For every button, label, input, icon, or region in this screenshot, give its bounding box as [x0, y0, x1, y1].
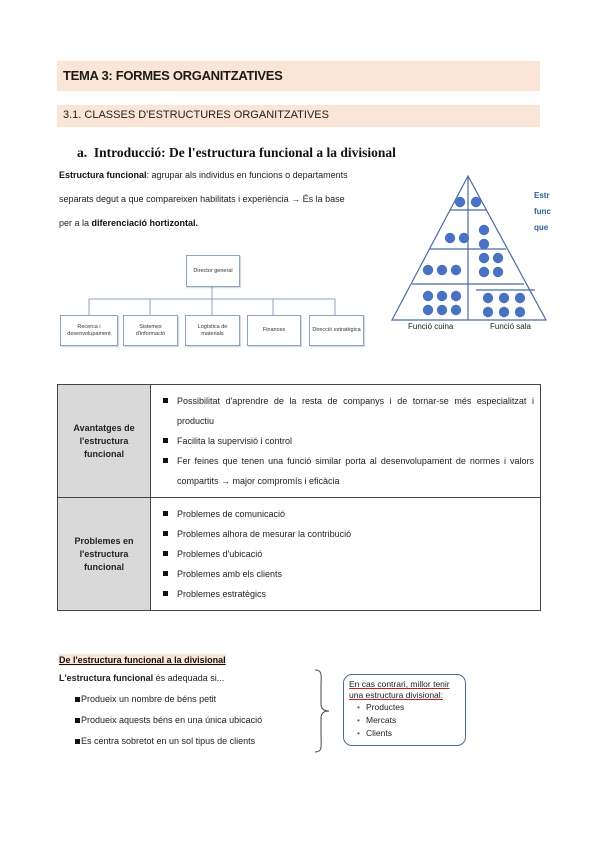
- callout-list: [349, 701, 460, 740]
- intro-line3-pre: per a la: [59, 218, 92, 228]
- pyramid-dot: [493, 267, 503, 277]
- side-text-line-3: que: [534, 223, 549, 232]
- list-item: Produeix aquests béns en una única ubicació: [59, 710, 329, 731]
- pyramid-side-text: [534, 188, 551, 236]
- right-brace-icon: [311, 668, 335, 754]
- list-item: Possibilitat d'aprendre de la resta de companys i de tornar-se més especialitzat i productiu: [161, 391, 534, 431]
- conditions-list: [59, 689, 329, 752]
- subsection-heading: De l'estructura funcional a la divisional: [59, 655, 226, 665]
- list-item: Fer feines que tenen una funció similar porta al desenvolupament de normes i valors compartits → major compromís i eficàcia: [161, 451, 534, 491]
- pyramid-dot: [515, 307, 525, 317]
- side-text-line-1: Estr: [534, 191, 550, 200]
- list-item: Facilita la supervisió i control: [161, 431, 534, 451]
- table-header-advantages: Avantatges de l'estructura funcional: [58, 385, 151, 498]
- intro-paragraph: [59, 163, 389, 235]
- pyramid-dot: [423, 265, 433, 275]
- org-box-dept-2: Sistemes d'informació: [123, 315, 178, 346]
- pyramid-dot: [455, 197, 465, 207]
- intro-line-3: [59, 211, 389, 235]
- list-item: Problemes de comunicació: [161, 504, 534, 524]
- pyramid-dot: [423, 291, 433, 301]
- org-box-dept-1: Recerca i desenvolupament: [60, 315, 118, 346]
- subsection-title: 3.1. CLASSES D'ESTRUCTURES ORGANITZATIVES: [63, 109, 329, 121]
- pyramid-dot: [445, 233, 455, 243]
- pyramid-dot: [515, 293, 525, 303]
- heading-text: Introducció: De l'estructura funcional a la divisional: [93, 145, 396, 160]
- pyramid-dot: [451, 305, 461, 315]
- subsection-title-banner: [57, 105, 540, 127]
- pyramid-dot: [459, 233, 469, 243]
- org-chart: [59, 253, 369, 348]
- intro-line1-rest: : agrupar als individus en funcions o departaments: [146, 170, 348, 180]
- section-title: TEMA 3: FORMES ORGANITZATIVES: [63, 68, 283, 83]
- table-cell-problems: [151, 498, 541, 611]
- list-item: Problemes alhora de mesurar la contribució: [161, 524, 534, 544]
- org-box-dept-5: Direcció estratègica: [309, 315, 364, 346]
- pyramid-dot: [479, 267, 489, 277]
- callout-title: En cas contrari, millor tenir una estructura divisional:: [349, 679, 450, 700]
- list-item: • Mercats: [357, 714, 460, 727]
- org-box-dept-3: Logística de materials: [185, 315, 240, 346]
- list-item: Problemes estratègics: [161, 584, 534, 604]
- list-item: Produeix un nombre de béns petit: [59, 689, 329, 710]
- pyramid-dot: [479, 225, 489, 235]
- pyramid-dot: [471, 197, 481, 207]
- table-header-problems: Problemes en l'estructura funcional: [58, 498, 151, 611]
- list-item: • Productes: [357, 701, 460, 714]
- intro-heading: [77, 145, 396, 161]
- heading-letter: a.: [77, 145, 88, 160]
- table-row: [58, 498, 541, 611]
- org-box-top: Director general: [186, 255, 240, 287]
- list-item: • Clients: [357, 727, 460, 740]
- pyramid-dot: [451, 291, 461, 301]
- pyramid-diagram: [388, 170, 558, 340]
- side-text-line-2: func: [534, 207, 551, 216]
- pyramid-label-right: Funció sala: [490, 322, 531, 331]
- intro-line3-bold: diferenciació hortizontal.: [91, 218, 199, 228]
- org-box-dept-4: Finances: [247, 315, 301, 346]
- table-row: [58, 385, 541, 498]
- subsection-list: [59, 689, 329, 752]
- pyramid-dot: [483, 307, 493, 317]
- comparison-table: [57, 384, 541, 611]
- pyramid-dot: [499, 293, 509, 303]
- pyramid-dot: [479, 253, 489, 263]
- section-title-banner: [57, 61, 540, 91]
- list-item: Problemes d'ubicació: [161, 544, 534, 564]
- intro-line-2: separats degut a que compareixen habilitats i experiència → És la base: [59, 194, 345, 204]
- pyramid-graphic: [388, 170, 558, 340]
- pyramid-dot: [423, 305, 433, 315]
- pyramid-dot: [493, 253, 503, 263]
- subsection-intro-bold: L'estructura funcional: [59, 673, 154, 683]
- intro-term: Estructura funcional: [59, 170, 147, 180]
- pyramid-dot: [499, 307, 509, 317]
- pyramid-dot: [479, 239, 489, 249]
- pyramid-dot: [451, 265, 461, 275]
- list-item: Es centra sobretot en un sol tipus de clients: [59, 731, 329, 752]
- intro-line-1: [59, 163, 389, 187]
- subsection-intro: [59, 673, 224, 683]
- problems-list: [161, 504, 534, 604]
- advantages-list: [161, 391, 534, 491]
- pyramid-dot: [437, 305, 447, 315]
- list-item: Problemes amb els clients: [161, 564, 534, 584]
- pyramid-label-left: Funció cuina: [408, 322, 454, 331]
- pyramid-dot: [437, 265, 447, 275]
- pyramid-dot: [437, 291, 447, 301]
- pyramid-dot: [483, 293, 493, 303]
- subsection-intro-rest: és adequada si...: [153, 673, 225, 683]
- callout-box: [343, 674, 466, 746]
- table-cell-advantages: [151, 385, 541, 498]
